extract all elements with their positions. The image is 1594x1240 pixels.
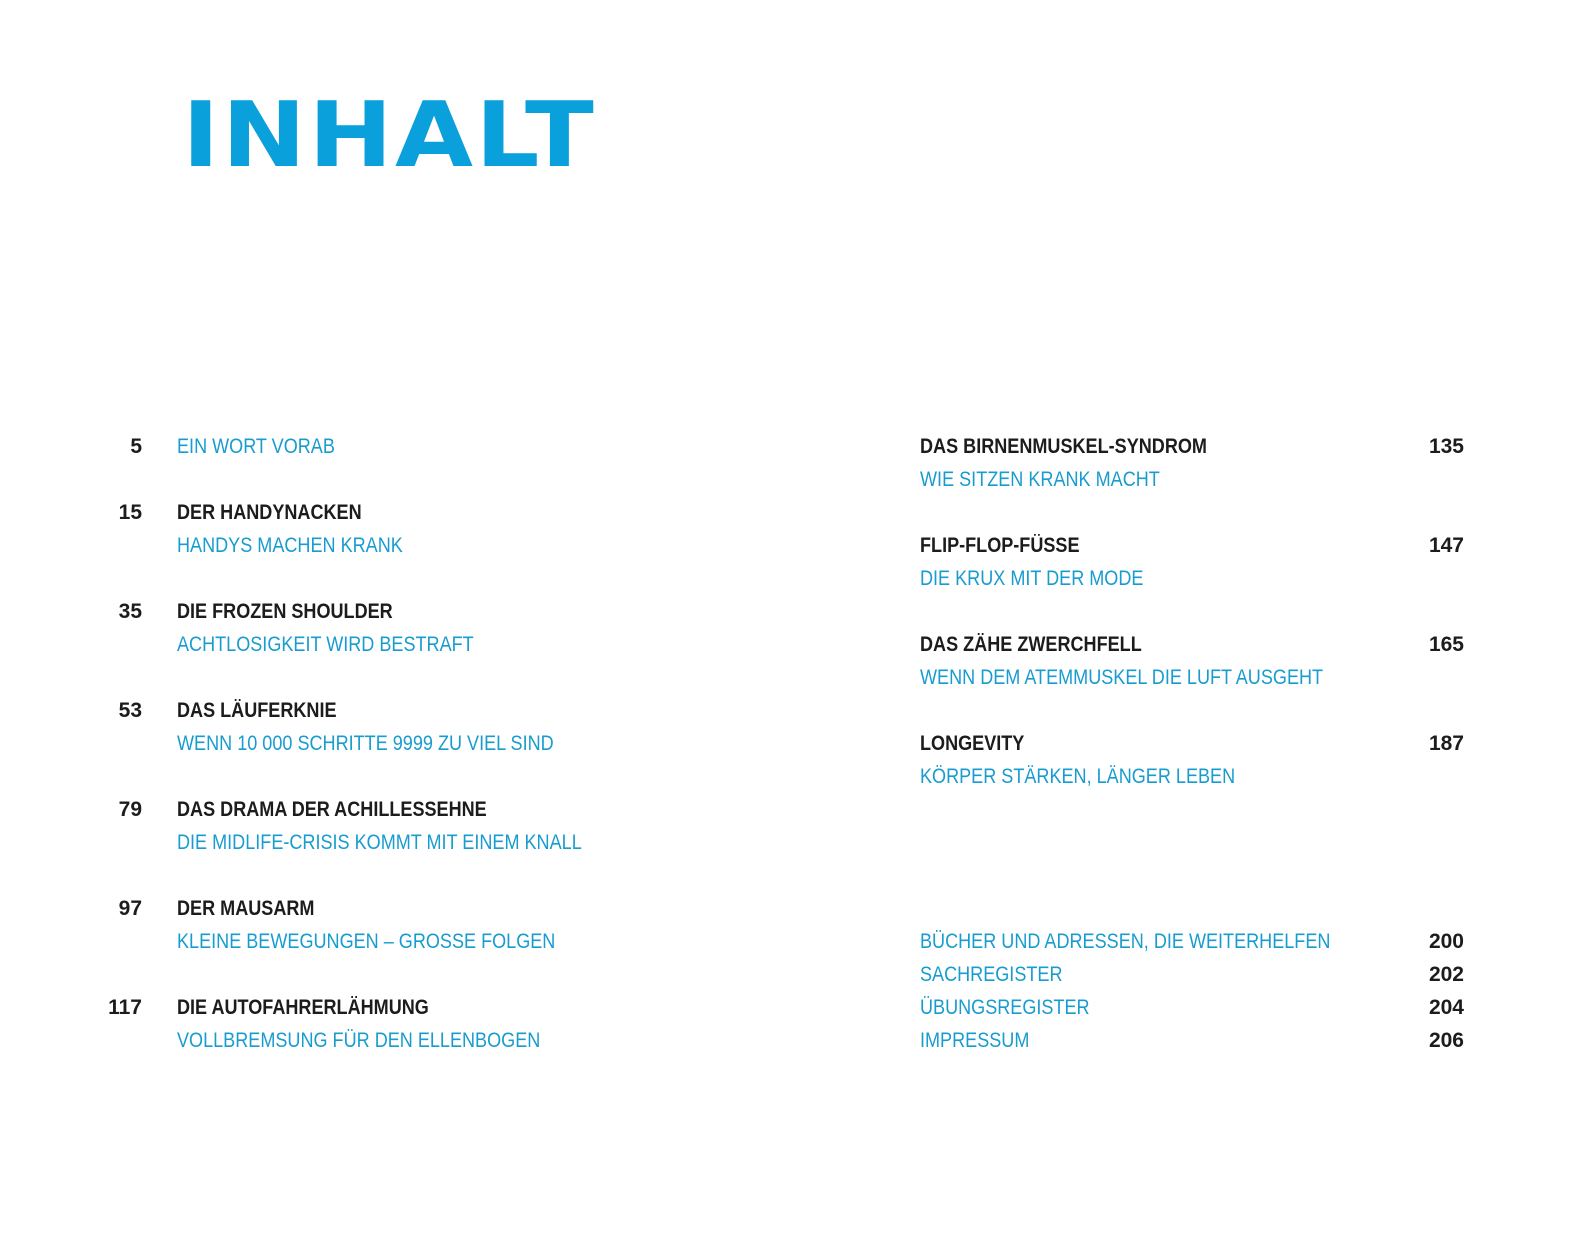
- toc-entry-subtitle: EIN WORT VORAB: [177, 435, 335, 458]
- toc-entry[interactable]: [177, 694, 615, 760]
- toc-entry-subtitle: DIE KRUX MIT DER MODE: [920, 567, 1144, 590]
- toc-page-number: 165: [1428, 633, 1464, 656]
- back-matter-label: IMPRESSUM: [920, 1029, 1030, 1052]
- toc-entry-subtitle: WENN DEM ATEMMUSKEL DIE LUFT AUSGEHT: [920, 666, 1324, 689]
- toc-entry-subtitle: WENN 10 000 SCHRITTE 9999 ZU VIEL SIND: [177, 732, 554, 755]
- back-matter-label: BÜCHER UND ADRESSEN, DIE WEITERHELFEN: [920, 930, 1331, 953]
- toc-entry-title: DER MAUSARM: [177, 897, 315, 920]
- toc-entry[interactable]: [920, 430, 1254, 496]
- toc-entry[interactable]: [177, 496, 440, 562]
- back-matter-page: 202: [1428, 963, 1464, 986]
- toc-page-number: 5: [130, 435, 142, 458]
- toc-page-number: 117: [108, 996, 142, 1019]
- toc-page-number: 53: [118, 699, 142, 722]
- toc-page-number: 147: [1428, 534, 1464, 557]
- back-matter-item[interactable]: [920, 1024, 1047, 1057]
- toc-entry-title: FLIP-FLOP-FÜSSE: [920, 534, 1080, 557]
- toc-page-number: 79: [118, 798, 142, 821]
- toc-entry-subtitle: HANDYS MACHEN KRANK: [177, 534, 403, 557]
- toc-entry-subtitle: KLEINE BEWEGUNGEN – GROSSE FOLGEN: [177, 930, 556, 953]
- toc-entry[interactable]: [920, 628, 1389, 694]
- toc-entry-title: DER HANDYNACKEN: [177, 501, 362, 524]
- back-matter-item[interactable]: [920, 991, 1117, 1024]
- toc-entry-subtitle: VOLLBREMSUNG FÜR DEN ELLENBOGEN: [177, 1029, 541, 1052]
- toc-entry-subtitle: DIE MIDLIFE-CRISIS KOMMT MIT EINEM KNALL: [177, 831, 582, 854]
- toc-entry-title: DAS ZÄHE ZWERCHFELL: [920, 633, 1142, 656]
- toc-entry[interactable]: [177, 595, 522, 661]
- toc-page-number: 135: [1428, 435, 1464, 458]
- toc-page-number: 97: [118, 897, 142, 920]
- toc-entry[interactable]: [177, 991, 599, 1057]
- back-matter-label: SACHREGISTER: [920, 963, 1063, 986]
- toc-entry-title: DAS BIRNENMUSKEL-SYNDROM: [920, 435, 1207, 458]
- toc-entry-title: DIE FROZEN SHOULDER: [177, 600, 393, 623]
- toc-entry-title: DAS LÄUFERKNIE: [177, 699, 337, 722]
- toc-page-number: 35: [118, 600, 142, 623]
- back-matter-page: 200: [1428, 930, 1464, 953]
- toc-entry-subtitle: ACHTLOSIGKEIT WIRD BESTRAFT: [177, 633, 474, 656]
- toc-entry[interactable]: [177, 892, 617, 958]
- toc-page-number: 187: [1428, 732, 1464, 755]
- page-title: INHALT: [182, 83, 596, 188]
- toc-entry-subtitle: WIE SITZEN KRANK MACHT: [920, 468, 1160, 491]
- back-matter-item[interactable]: [920, 958, 1086, 991]
- toc-page-number: 15: [118, 501, 142, 524]
- toc-entry-title: LONGEVITY: [920, 732, 1025, 755]
- back-matter-item[interactable]: [920, 925, 1397, 958]
- back-matter-label: ÜBUNGSREGISTER: [920, 996, 1090, 1019]
- toc-entry[interactable]: [920, 727, 1286, 793]
- back-matter-page: 204: [1428, 996, 1464, 1019]
- toc-entry-subtitle: KÖRPER STÄRKEN, LÄNGER LEBEN: [920, 765, 1236, 788]
- toc-entry-title: DIE AUTOFAHRERLÄHMUNG: [177, 996, 429, 1019]
- toc-entry[interactable]: [177, 793, 648, 859]
- toc-entry-title: DAS DRAMA DER ACHILLESSEHNE: [177, 798, 487, 821]
- toc-entry[interactable]: [920, 529, 1180, 595]
- back-matter-page: 206: [1428, 1029, 1464, 1052]
- toc-entry[interactable]: [177, 430, 361, 463]
